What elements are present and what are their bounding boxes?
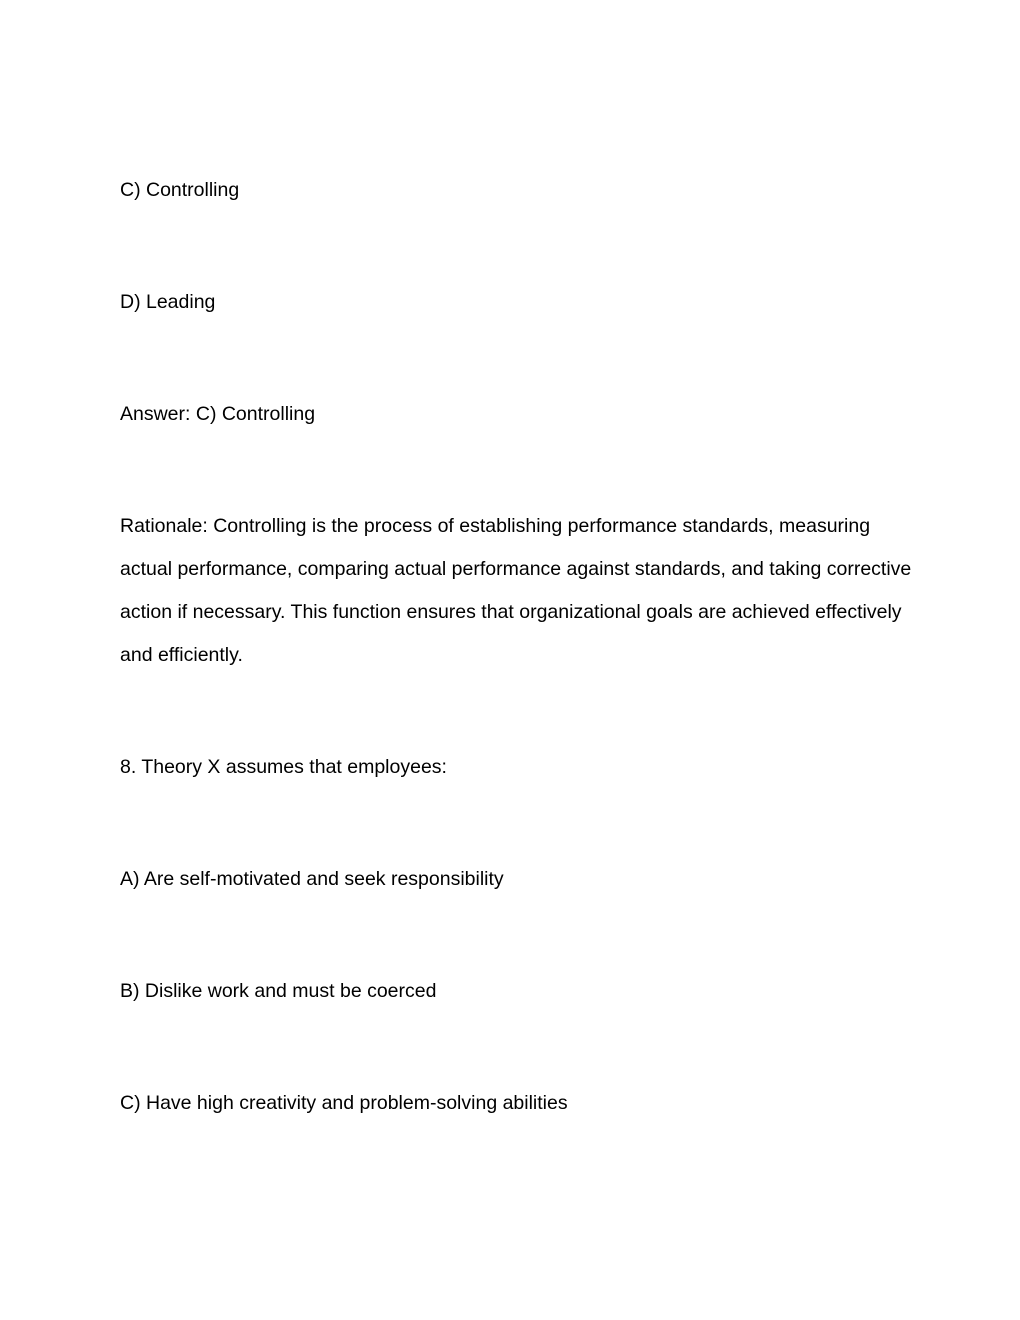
option-c: C) Have high creativity and problem-solving abilities bbox=[120, 1092, 568, 1114]
answer-line: Answer: C) Controlling bbox=[120, 403, 316, 425]
option-c-controlling: C) Controlling bbox=[120, 179, 240, 201]
question-8: 8. Theory X assumes that employees: bbox=[120, 756, 447, 778]
option-d-leading: D) Leading bbox=[120, 291, 216, 313]
option-b: B) Dislike work and must be coerced bbox=[120, 980, 437, 1002]
rationale-paragraph: Rationale: Controlling is the process of establishing performance standards, measuring actual performance, comparing actual performance against standards, and taking corrective action if necessary. This function ensures that organizational goals are achieved effectively and efficiently. bbox=[120, 515, 912, 666]
option-a: A) Are self-motivated and seek responsibility bbox=[120, 868, 504, 890]
